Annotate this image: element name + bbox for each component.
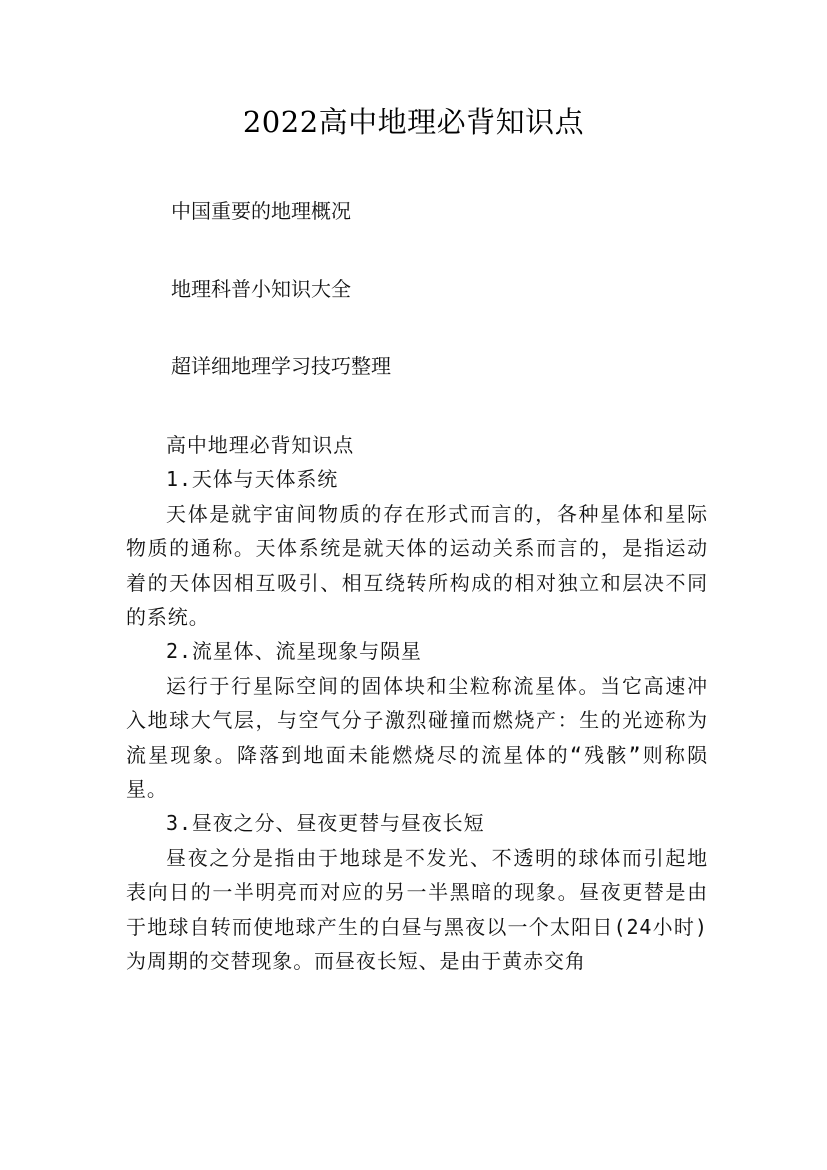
related-link-3[interactable]: 超详细地理学习技巧整理 bbox=[171, 354, 391, 378]
document-body bbox=[126, 428, 708, 979]
related-link-2[interactable]: 地理科普小知识大全 bbox=[171, 277, 351, 301]
paragraph-body-3: 昼夜之分是指由于地球是不发光、不透明的球体而引起地表向日的一半明亮而对应的另一半黑暗的现象。昼夜更替是由于地球自转而使地球产生的白昼与黑夜以一个太阳日(24小时)为周期的交替现象。而昼夜长短、是由于黄赤交角 bbox=[126, 845, 708, 974]
section-title: 高中地理必背知识点 bbox=[166, 433, 355, 457]
paragraph-body-2: 运行于行星际空间的固体块和尘粒称流星体。当它高速冲入地球大气层，与空气分子激烈碰撞而燃烧产：生的光迹称为流星现象。降落到地面未能燃烧尽的流星体的“残骸”则称陨星。 bbox=[126, 673, 708, 802]
paragraph-heading-2: 2.流星体、流星现象与陨星 bbox=[166, 639, 422, 664]
related-link-1[interactable]: 中国重要的地理概况 bbox=[171, 199, 351, 223]
paragraph-heading-1: 1.天体与天体系统 bbox=[166, 467, 339, 492]
document-title: 2022高中地理必背知识点 bbox=[242, 105, 585, 139]
paragraph-heading-3: 3.昼夜之分、昼夜更替与昼夜长短 bbox=[166, 811, 485, 836]
paragraph-body-1: 天体是就宇宙间物质的存在形式而言的，各种星体和星际物质的通称。天体系统是就天体的运动关系而言的，是指运动着的天体因相互吸引、相互绕转所构成的相对独立和层决不同的系统。 bbox=[126, 501, 708, 630]
